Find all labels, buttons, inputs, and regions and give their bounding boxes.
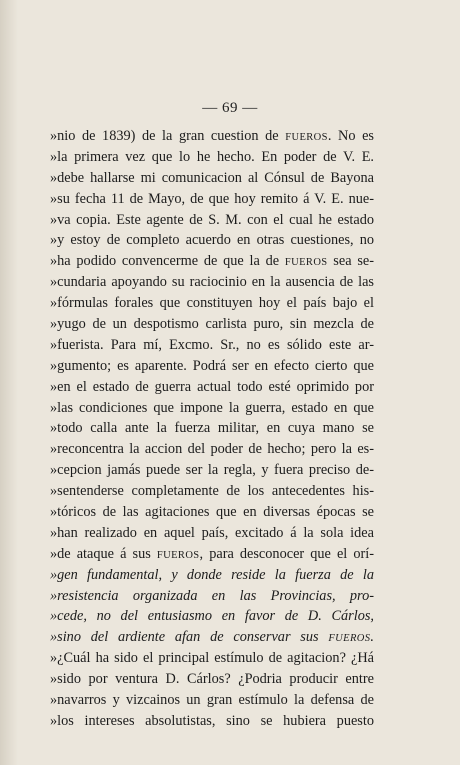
text-line: »de ataque á sus FUEROS, para desconocer que el orí- xyxy=(50,545,374,562)
text-line: »cepcion jamás puede ser la regla, y fuera preciso de- xyxy=(50,462,374,479)
text-line: »fórmulas forales que constituyen hoy el país bajo el xyxy=(50,295,374,312)
small-caps-word: FUEROS xyxy=(284,257,328,269)
text-line: »y estoy de completo acuerdo en otras cuestiones, no xyxy=(50,232,374,249)
text-line-italic: »sino del ardiente afan de conservar sus FUEROS. xyxy=(50,629,374,646)
small-caps-word: FUEROS xyxy=(156,549,200,561)
text-line: »¿Cuál ha sido el principal estímulo de agitacion? ¿Há xyxy=(50,650,374,667)
text-line-italic: »cede, no del entusiasmo en favor de D. Cárlos, xyxy=(50,608,374,625)
text-line: »navarros y vizcainos un gran estímulo la defensa de xyxy=(50,692,374,709)
text-line: »sentenderse completamente de los antecedentes his- xyxy=(50,483,374,500)
text-line: »en el estado de guerra actual todo esté oprimido por xyxy=(50,378,374,395)
text-line: »sido por ventura D. Cárlos? ¿Podria producir entre xyxy=(50,671,374,688)
page-number: — 69 — xyxy=(202,100,258,116)
text-line-italic: »gen fundamental, y donde reside la fuerza de la xyxy=(50,566,374,583)
text-line: »todo calla ante la fuerza militar, en cuya mano se xyxy=(50,420,374,437)
small-caps-word: FUEROS xyxy=(285,132,328,143)
text-line-italic: »resistencia organizada en las Provincias, pro- xyxy=(50,587,374,604)
text-line: »reconcentra la accion del poder de hecho; pero la es- xyxy=(50,441,374,458)
text-line: »la primera vez que lo he hecho. En poder de V. E. xyxy=(50,148,374,165)
text-line: »tóricos de las agitaciones que en diversas épocas se xyxy=(50,504,374,521)
text-line: »debe hallarse mi comunicacion al Cónsul de Bayona xyxy=(50,169,374,186)
body-text xyxy=(50,126,374,732)
text-line: »yugo de un despotismo carlista puro, sin mezcla de xyxy=(50,316,374,333)
text-line: »fuerista. Para mí, Excmo. Sr., no es sólido este ar- xyxy=(50,336,374,353)
text-line: »las condiciones que impone la guerra, estado en que xyxy=(50,399,374,416)
small-caps-word: FUEROS xyxy=(328,633,371,645)
text-line: »cundaria apoyando su raciocinio en la ausencia de las xyxy=(50,274,374,291)
text-line: »ha podido convencerme de que la de FUEROS sea se- xyxy=(50,253,375,270)
text-line: »los intereses absolutistas, sino se hubiera puesto xyxy=(50,712,374,729)
text-line: »su fecha 11 de Mayo, de que hoy remito á V. E. nue- xyxy=(50,190,374,207)
text-line: »va copia. Este agente de S. M. con el cual he estado xyxy=(50,211,374,228)
text-line: »nio de 1839) de la gran cuestion de FUEROS. No es xyxy=(50,128,374,144)
text-line: »han realizado en aquel país, excitado á la sola idea xyxy=(50,524,374,541)
text-line: »gumento; es aparente. Podrá ser en efecto cierto que xyxy=(50,357,374,374)
